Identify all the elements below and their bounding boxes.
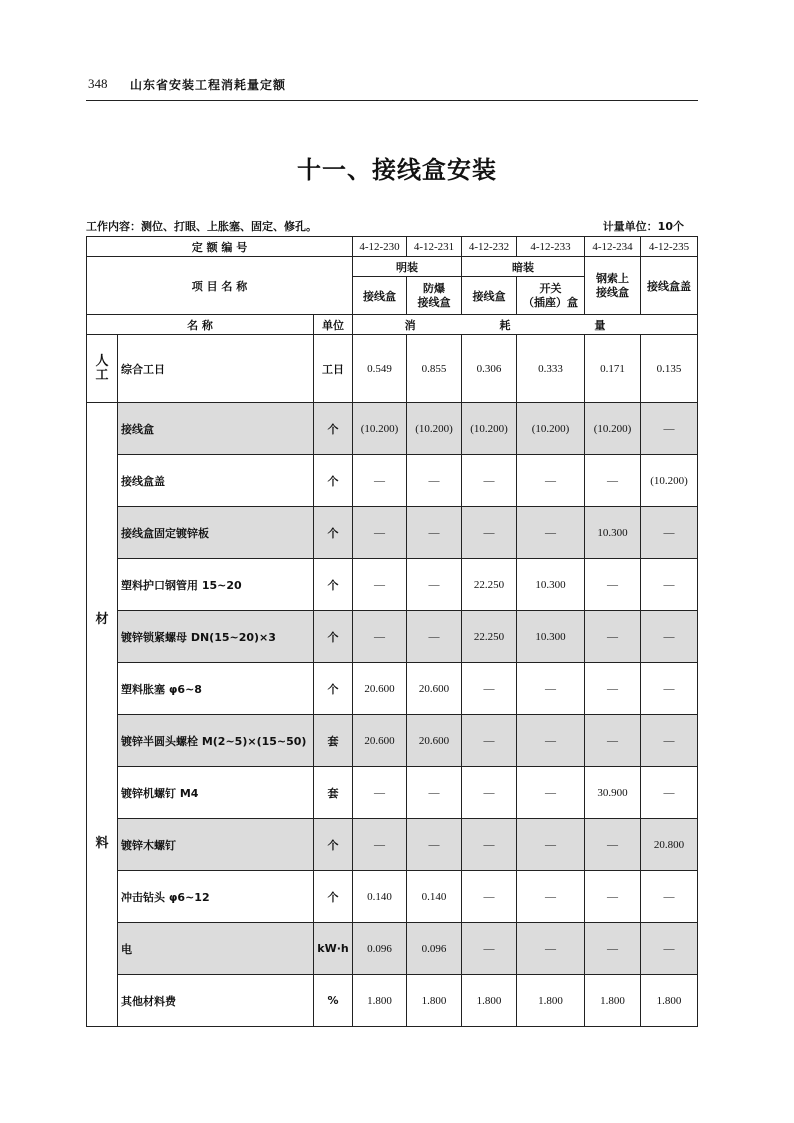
material-value: —	[462, 819, 517, 871]
material-value: (10.200)	[585, 403, 641, 455]
labor-category-char2: 工	[95, 367, 109, 383]
material-value: —	[585, 663, 641, 715]
labor-value: 0.549	[353, 335, 407, 403]
sub-fangbao	[407, 277, 462, 315]
quota-table	[86, 236, 698, 1027]
page-header	[86, 70, 698, 101]
material-value: 1.800	[407, 975, 462, 1027]
material-value: —	[407, 611, 462, 663]
material-value: —	[407, 767, 462, 819]
material-value: —	[585, 923, 641, 975]
material-value: —	[641, 663, 698, 715]
labor-value: 0.306	[462, 335, 517, 403]
material-row	[87, 923, 698, 975]
material-value: 0.096	[353, 923, 407, 975]
material-value: —	[585, 819, 641, 871]
material-name: 镀锌锁紧螺母 DN(15~20)×3	[118, 611, 314, 663]
material-value: —	[353, 767, 407, 819]
material-value: —	[407, 559, 462, 611]
sub-gangjia	[585, 257, 641, 315]
material-name: 接线盒	[118, 403, 314, 455]
material-unit: %	[314, 975, 353, 1027]
material-value: —	[641, 403, 698, 455]
material-value: —	[353, 611, 407, 663]
page-number: 348	[88, 76, 108, 91]
material-value: —	[353, 559, 407, 611]
material-value: 10.300	[517, 559, 585, 611]
material-unit: 个	[314, 663, 353, 715]
material-category-char2: 料	[95, 836, 109, 851]
book-title: 山东省安装工程消耗量定额	[130, 78, 287, 92]
sub-gai: 接线盒盖	[641, 257, 698, 315]
column-header-row	[87, 315, 698, 335]
material-row	[87, 819, 698, 871]
material-value: —	[517, 923, 585, 975]
unit-column-header: 单位	[314, 315, 353, 335]
material-unit: 个	[314, 559, 353, 611]
sub-fangbao-line1: 防爆	[423, 281, 446, 295]
material-value: —	[641, 559, 698, 611]
material-value: —	[641, 611, 698, 663]
group-anzhuang: 暗装	[462, 257, 585, 277]
sub-jiexianhe-2: 接线盒	[462, 277, 517, 315]
material-value: 1.800	[353, 975, 407, 1027]
material-row	[87, 975, 698, 1027]
material-value: 10.300	[517, 611, 585, 663]
material-value: —	[517, 507, 585, 559]
material-value: 1.800	[641, 975, 698, 1027]
material-name: 接线盒盖	[118, 455, 314, 507]
material-name: 接线盒固定镀锌板	[118, 507, 314, 559]
material-value: —	[641, 923, 698, 975]
material-value: —	[407, 819, 462, 871]
sub-kaiguan-line2: （插座）盒	[523, 295, 579, 309]
material-value: —	[641, 871, 698, 923]
material-value: —	[353, 455, 407, 507]
material-value: (10.200)	[462, 403, 517, 455]
labor-value: 0.135	[641, 335, 698, 403]
code-cell: 4-12-233	[517, 237, 585, 257]
material-value: 1.800	[462, 975, 517, 1027]
material-value: 20.600	[407, 715, 462, 767]
material-row	[87, 767, 698, 819]
material-row	[87, 455, 698, 507]
code-cell: 4-12-232	[462, 237, 517, 257]
material-value: —	[641, 507, 698, 559]
material-unit: 套	[314, 767, 353, 819]
material-value: —	[462, 715, 517, 767]
material-name: 镀锌木螺钉	[118, 819, 314, 871]
material-value: 30.900	[585, 767, 641, 819]
work-content: 工作内容：测位、打眼、上胀塞、固定、修孔。	[86, 220, 317, 233]
material-unit: 个	[314, 403, 353, 455]
section-title: 十一、接线盒安装	[297, 156, 497, 184]
labor-category-char1: 人	[95, 353, 109, 369]
material-unit: 个	[314, 611, 353, 663]
material-value: —	[517, 871, 585, 923]
material-name: 镀锌半圆头螺栓 M(2~5)×(15~50)	[118, 715, 314, 767]
material-unit: 套	[314, 715, 353, 767]
material-value: —	[462, 923, 517, 975]
material-value: 0.096	[407, 923, 462, 975]
material-row	[87, 507, 698, 559]
labor-value: 0.171	[585, 335, 641, 403]
material-value: 20.600	[353, 663, 407, 715]
material-unit: 个	[314, 871, 353, 923]
labor-value: 0.333	[517, 335, 585, 403]
item-label: 项 目 名 称	[87, 257, 353, 315]
material-unit: 个	[314, 507, 353, 559]
material-value: —	[462, 663, 517, 715]
code-cell: 4-12-231	[407, 237, 462, 257]
material-name: 其他材料费	[118, 975, 314, 1027]
material-unit: 个	[314, 819, 353, 871]
labor-name: 综合工日	[118, 335, 314, 403]
material-value: —	[517, 819, 585, 871]
material-value: 1.800	[585, 975, 641, 1027]
material-value: —	[585, 871, 641, 923]
material-value: —	[517, 663, 585, 715]
material-value: 22.250	[462, 559, 517, 611]
material-value: —	[462, 871, 517, 923]
material-value: —	[353, 819, 407, 871]
material-row	[87, 559, 698, 611]
sub-fangbao-line2: 接线盒	[417, 295, 451, 309]
code-row	[87, 237, 698, 257]
material-value: 1.800	[517, 975, 585, 1027]
material-value: —	[353, 507, 407, 559]
material-value: 20.800	[641, 819, 698, 871]
material-name: 镀锌机螺钉 M4	[118, 767, 314, 819]
material-category	[87, 403, 118, 1027]
sub-kaiguan	[517, 277, 585, 315]
material-value: (10.200)	[353, 403, 407, 455]
material-name: 冲击钻头 φ6~12	[118, 871, 314, 923]
material-value: 22.250	[462, 611, 517, 663]
material-value: —	[407, 507, 462, 559]
code-cell: 4-12-235	[641, 237, 698, 257]
material-value: —	[585, 715, 641, 767]
sub-gangjia-line1: 钢索上	[596, 271, 630, 285]
material-row	[87, 715, 698, 767]
material-value: (10.200)	[641, 455, 698, 507]
material-unit: kW·h	[314, 923, 353, 975]
material-name: 塑料护口钢管用 15~20	[118, 559, 314, 611]
material-value: —	[585, 559, 641, 611]
labor-value: 0.855	[407, 335, 462, 403]
material-value: —	[641, 715, 698, 767]
material-name: 电	[118, 923, 314, 975]
material-row	[87, 663, 698, 715]
consume-column-header: 消 耗 量	[353, 315, 698, 335]
material-value: —	[462, 455, 517, 507]
code-cell: 4-12-234	[585, 237, 641, 257]
material-category-char1: 材	[95, 612, 109, 627]
sub-jiexianhe-1: 接线盒	[353, 277, 407, 315]
sub-gangjia-line2: 接线盒	[596, 285, 630, 299]
material-value: —	[585, 455, 641, 507]
material-value: 0.140	[353, 871, 407, 923]
material-value: (10.200)	[517, 403, 585, 455]
material-value: —	[462, 507, 517, 559]
group-row	[87, 257, 698, 277]
material-value: 0.140	[407, 871, 462, 923]
labor-category	[87, 335, 118, 403]
material-value: (10.200)	[407, 403, 462, 455]
name-column-header: 名 称	[87, 315, 314, 335]
material-row	[87, 871, 698, 923]
labor-unit: 工日	[314, 335, 353, 403]
material-value: 20.600	[407, 663, 462, 715]
code-cell: 4-12-230	[353, 237, 407, 257]
material-value: 20.600	[353, 715, 407, 767]
material-unit: 个	[314, 455, 353, 507]
material-value: —	[407, 455, 462, 507]
material-rows	[87, 403, 698, 1027]
code-label: 定 额 编 号	[87, 237, 353, 257]
sub-kaiguan-line1: 开关	[539, 281, 562, 295]
material-value: —	[517, 767, 585, 819]
material-value: —	[641, 767, 698, 819]
material-row	[87, 403, 698, 455]
material-value: —	[517, 715, 585, 767]
material-row	[87, 611, 698, 663]
unit-note: 计量单位：10个	[602, 220, 684, 233]
material-value: —	[585, 611, 641, 663]
group-mingzhuang: 明装	[353, 257, 462, 277]
material-value: 10.300	[585, 507, 641, 559]
material-value: —	[517, 455, 585, 507]
labor-row	[87, 335, 698, 403]
material-name: 塑料胀塞 φ6~8	[118, 663, 314, 715]
material-value: —	[462, 767, 517, 819]
